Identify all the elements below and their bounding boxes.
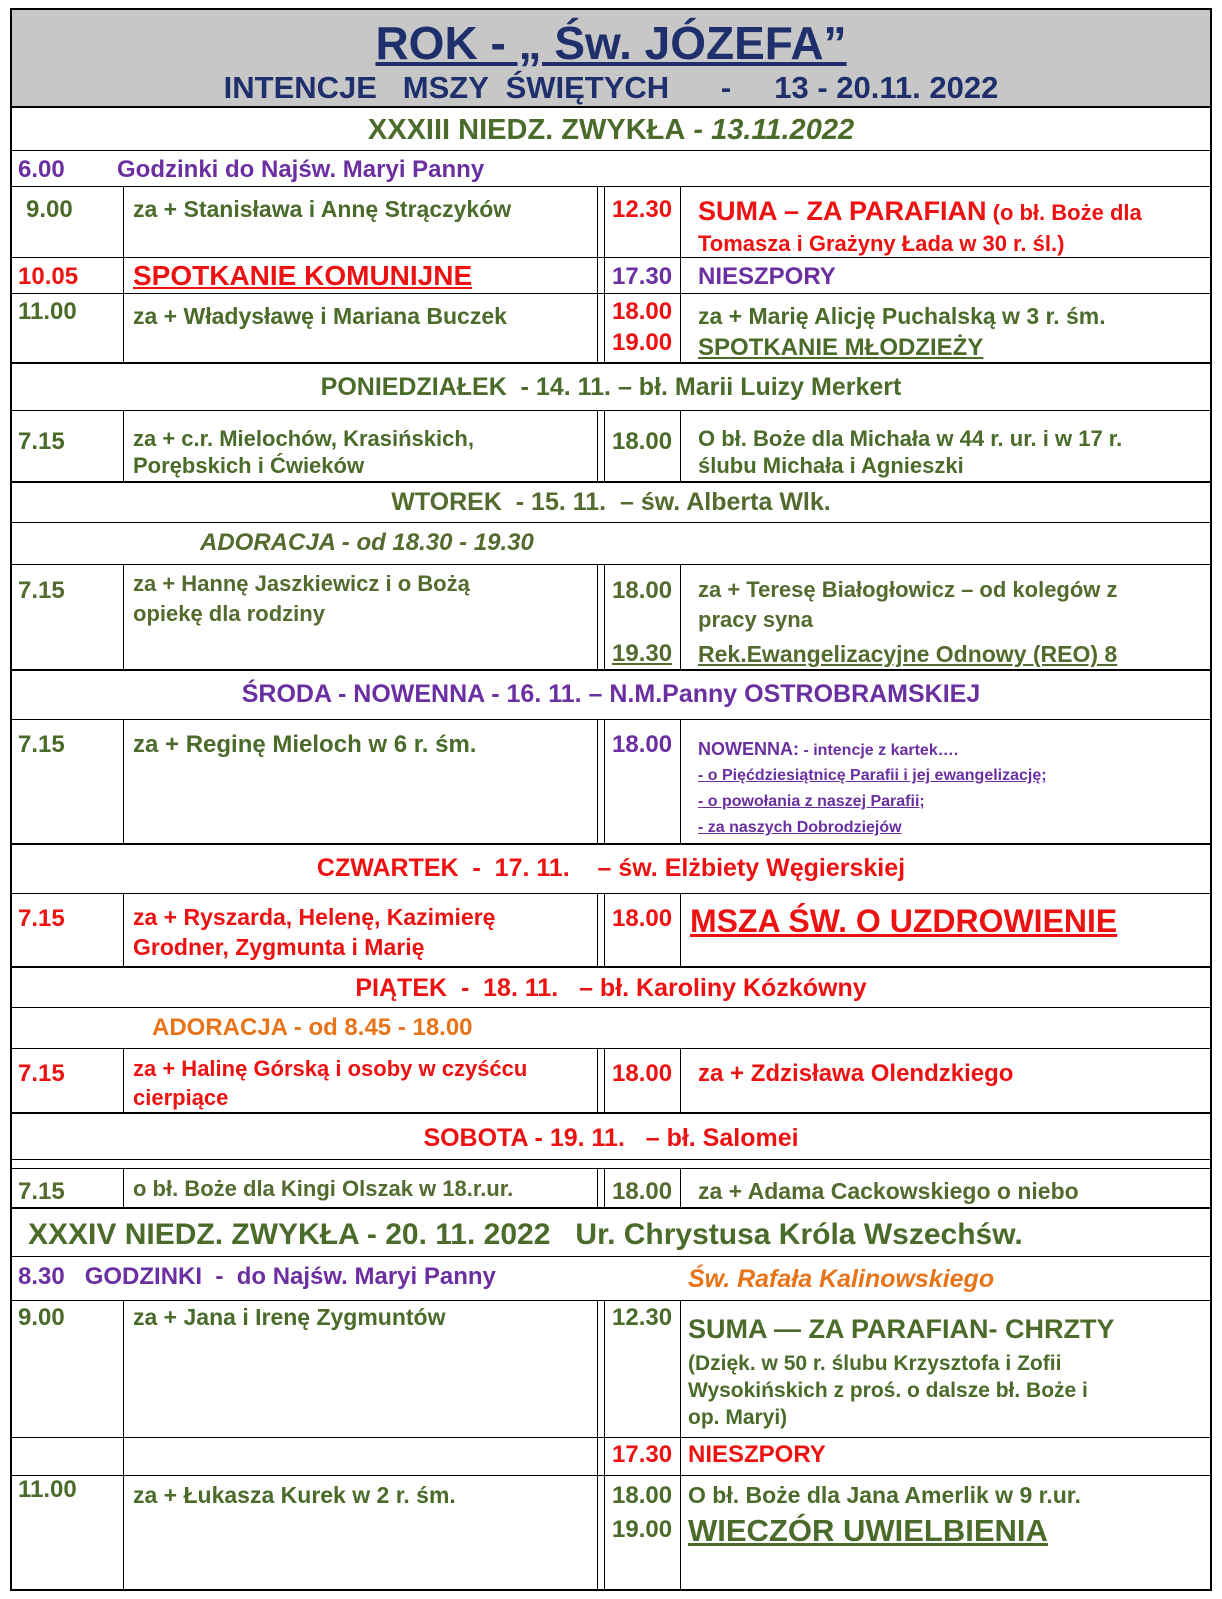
col-divider	[680, 894, 681, 966]
godzinki-text: Godzinki do Najśw. Maryi Panny	[117, 156, 485, 183]
mass-intention: (Dzięk. w 50 r. ślubu Krzysztofa i Zofii	[688, 1352, 1062, 1375]
mass-intention-cont: Grodner, Zygmunta i Marię	[133, 934, 425, 960]
mass-intention-cont: Porębskich i Ćwieków	[133, 453, 365, 478]
divider	[10, 966, 1212, 968]
novena-label: NOWENNA:	[698, 739, 799, 759]
mass-time: 9.00	[18, 1304, 65, 1331]
novena-subtitle: - intencje z kartek….	[799, 742, 959, 759]
col-divider	[680, 411, 681, 481]
mass-intention: o bł. Boże dla Kingi Olszak w 18.r.ur.	[133, 1176, 514, 1201]
event-label: NIESZPORY	[698, 263, 836, 290]
page-subtitle: INTENCJE MSZY ŚWIĘTYCH - 13 - 20.11. 2022	[223, 70, 999, 105]
mass-time: 19.00	[612, 1516, 673, 1543]
divider	[12, 564, 1210, 565]
divider	[10, 481, 1212, 483]
col-divider	[680, 1301, 681, 1591]
mass-time: 7.15	[18, 1060, 65, 1087]
mass-time: 17.30	[612, 1441, 673, 1468]
event-label: NIESZPORY	[688, 1441, 826, 1468]
event-label: WIECZÓR UWIELBIENIA	[688, 1513, 1048, 1548]
col-divider	[597, 187, 598, 362]
mass-time: 11.00	[18, 298, 77, 325]
col-divider	[604, 411, 605, 481]
event-label: SPOTKANIE KOMUNIJNE	[133, 260, 473, 291]
day-heading-monday: PONIEDZIAŁEK - 14. 11. – bł. Marii Luizy Merkert	[320, 373, 902, 401]
mass-intention-cont: opiekę dla rodziny	[133, 601, 325, 626]
divider	[10, 106, 1212, 108]
mass-time: 18.00	[612, 1482, 673, 1509]
col-divider	[680, 720, 681, 843]
novena-header	[698, 740, 958, 759]
day-heading-friday: PIĄTEK - 18. 11. – bł. Karoliny Kózkówny	[355, 974, 867, 1002]
adoration-label: ADORACJA - od 8.45 - 18.00	[152, 1014, 473, 1041]
mass-time: 19.00	[612, 329, 673, 356]
col-divider	[123, 565, 124, 669]
col-divider	[597, 1049, 598, 1112]
mass-time: 11.00	[18, 1476, 77, 1503]
divider	[12, 893, 1210, 894]
divider	[10, 843, 1212, 845]
mass-intention: za + Łukasza Kurek w 2 r. śm.	[133, 1482, 456, 1508]
mass-intention: za + Stanisława i Annę Strączyków	[133, 196, 512, 222]
day-heading-wednesday: ŚRODA - NOWENNA - 16. 11. – N.M.Panny OSTROBRAMSKIEJ	[241, 680, 981, 708]
col-divider	[604, 1169, 605, 1207]
event-label: SPOTKANIE MŁODZIEŻY	[698, 334, 984, 361]
mass-time: 10.05	[18, 263, 79, 290]
divider	[10, 362, 1212, 364]
day-heading-tuesday: WTOREK - 15. 11. – św. Alberta Wlk.	[391, 488, 831, 516]
day-heading-saturday: SOBOTA - 19. 11. – bł. Salomei	[423, 1124, 799, 1152]
mass-intention: za + Adama Cackowskiego o niebo	[698, 1178, 1079, 1204]
mass-time: 7.15	[18, 577, 65, 604]
divider	[12, 1159, 1210, 1160]
mass-time: 18.00	[612, 1178, 673, 1205]
mass-intention-cont: pracy syna	[698, 607, 813, 632]
mass-intention: za + Hannę Jaszkiewicz i o Bożą	[133, 571, 470, 596]
divider	[12, 1256, 1210, 1257]
divider	[12, 1007, 1210, 1008]
mass-time: 7.15	[18, 428, 65, 455]
mass-intention: za + Reginę Mieloch w 6 r. śm.	[133, 731, 477, 758]
mass-time: 9.00	[26, 196, 73, 223]
mass-time: 18.00	[612, 731, 673, 758]
mass-time: 18.00	[612, 905, 673, 932]
mass-intention: za + Zdzisława Olendzkiego	[698, 1060, 1014, 1087]
mass-time: 12.30	[612, 196, 673, 223]
col-divider	[123, 1049, 124, 1112]
divider	[12, 1300, 1210, 1301]
col-divider	[604, 1301, 605, 1591]
divider	[12, 1048, 1210, 1049]
col-divider	[123, 1301, 124, 1591]
novena-item: - za naszych Dobrodziejów	[698, 819, 902, 836]
mass-intention: za + Marię Alicję Puchalską w 3 r. śm.	[698, 303, 1106, 329]
sunday-heading-date: - 13.11.2022	[685, 114, 855, 146]
col-divider	[123, 1169, 124, 1207]
mass-intention: O bł. Boże dla Michała w 44 r. ur. i w 17 r.	[698, 426, 1123, 451]
col-divider	[680, 565, 681, 669]
divider	[10, 1112, 1212, 1114]
mass-intention	[698, 198, 1142, 225]
mass-intention: za + Ryszarda, Helenę, Kazimierę	[133, 904, 496, 930]
day-heading-sunday-2: XXXIV NIEDZ. ZWYKŁA - 20. 11. 2022 Ur. Chrystusa Króla Wszechśw.	[28, 1218, 1023, 1251]
divider	[12, 293, 1210, 294]
col-divider	[680, 187, 681, 362]
divider	[12, 257, 1210, 258]
adoration-label: ADORACJA - od 18.30 - 19.30	[200, 529, 534, 556]
col-divider	[597, 1301, 598, 1591]
suma-label: SUMA — ZA PARAFIAN- CHRZTY	[688, 1314, 1115, 1344]
col-divider	[123, 187, 124, 362]
mass-intention-cont: Wysokińskich z proś. o dalsze bł. Boże i	[688, 1379, 1088, 1402]
sunday-heading-title: XXXIII NIEDZ. ZWYKŁA	[367, 114, 686, 146]
divider	[12, 1168, 1210, 1169]
col-divider	[604, 720, 605, 843]
col-divider	[597, 411, 598, 481]
day-heading-sunday-1	[12, 116, 1210, 145]
godzinki-time: 6.00	[18, 156, 65, 183]
page-title: ROK - „ Św. JÓZEFA”	[375, 17, 847, 69]
col-divider	[680, 1049, 681, 1112]
saint-of-day: Św. Rafała Kalinowskiego	[688, 1265, 995, 1293]
mass-time: 18.00	[612, 428, 673, 455]
mass-time: 18.00	[612, 298, 673, 325]
col-divider	[597, 565, 598, 669]
event-label: Rek.Ewangelizacyjne Odnowy (REO) 8	[698, 641, 1118, 667]
mass-time: 18.00	[612, 577, 673, 604]
col-divider	[680, 1169, 681, 1207]
day-heading-thursday: CZWARTEK - 17. 11. – św. Elżbiety Węgierskiej	[316, 854, 906, 882]
col-divider	[604, 1049, 605, 1112]
suma-label: SUMA – ZA PARAFIAN	[698, 196, 987, 226]
divider	[12, 150, 1210, 151]
col-divider	[597, 894, 598, 966]
mass-intention: za + c.r. Mielochów, Krasińskich,	[133, 426, 474, 451]
col-divider	[604, 187, 605, 362]
mass-intention: za + Teresę Białogłowicz – od kolegów z	[698, 577, 1118, 602]
col-divider	[597, 720, 598, 843]
mass-intention: za + Halinę Górską i osoby w czyśćcu	[133, 1056, 528, 1081]
mass-time: 19.30	[612, 640, 673, 667]
mass-time: 7.15	[18, 905, 65, 932]
col-divider	[123, 894, 124, 966]
col-divider	[604, 565, 605, 669]
divider	[12, 522, 1210, 523]
mass-intention: za + Władysławę i Mariana Buczek	[133, 303, 507, 329]
divider	[12, 719, 1210, 720]
divider	[10, 1207, 1212, 1209]
divider	[12, 410, 1210, 411]
col-divider	[123, 720, 124, 843]
divider	[12, 1437, 1210, 1438]
mass-time: 17.30	[612, 263, 673, 290]
divider	[12, 1475, 1210, 1476]
suma-note: (o bł. Boże dla	[986, 200, 1142, 225]
mass-time: 7.15	[18, 1178, 65, 1205]
mass-intention-cont: cierpiące	[133, 1085, 229, 1110]
divider	[10, 669, 1212, 671]
mass-time: 7.15	[18, 731, 65, 758]
novena-item: - o powołania z naszej Parafii;	[698, 793, 925, 810]
mass-time: 18.00	[612, 1060, 673, 1087]
col-divider	[597, 1169, 598, 1207]
godzinki-text: 8.30 GODZINKI - do Najśw. Maryi Panny	[18, 1263, 496, 1290]
mass-time: 12.30	[612, 1304, 673, 1331]
mass-intention-cont: op. Maryi)	[688, 1406, 788, 1429]
divider	[12, 186, 1210, 187]
col-divider	[604, 894, 605, 966]
novena-item: - o Pięćdziesiątnicę Parafii i jej ewangelizację;	[698, 767, 1047, 784]
mass-intention-cont: Tomasza i Grażyny Łada w 30 r. śl.)	[698, 231, 1065, 256]
mass-intention-cont: ślubu Michała i Agnieszki	[698, 453, 964, 478]
event-label: MSZA ŚW. O UZDROWIENIE	[690, 903, 1118, 939]
mass-intention: za + Jana i Irenę Zygmuntów	[133, 1304, 446, 1330]
mass-intention: O bł. Boże dla Jana Amerlik w 9 r.ur.	[688, 1482, 1081, 1508]
col-divider	[123, 411, 124, 481]
